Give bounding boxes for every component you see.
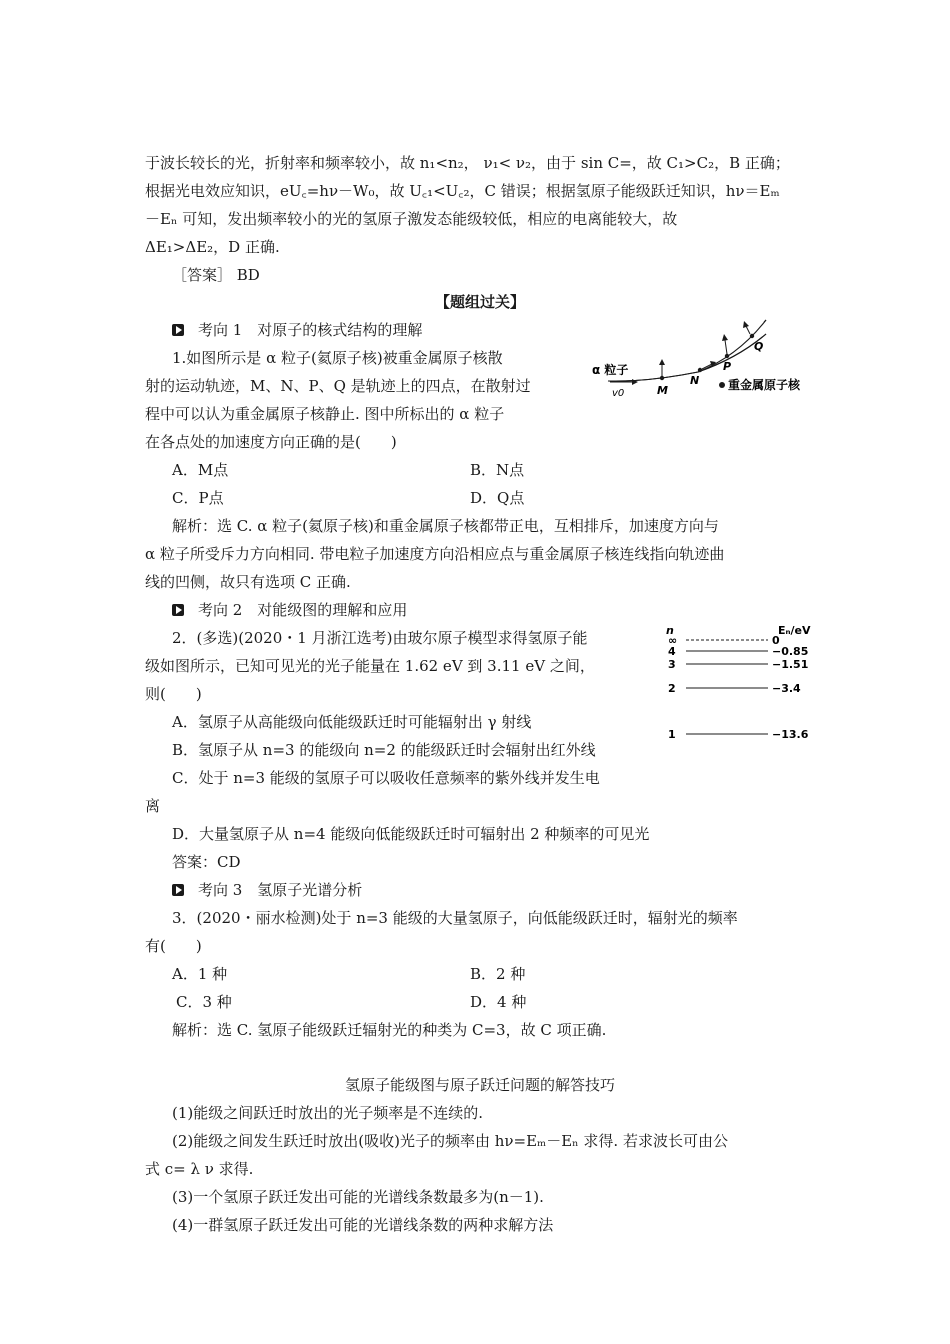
trajectory-end <box>764 320 766 322</box>
point-n-label: N <box>690 374 700 387</box>
level-n-label: 1 <box>668 728 676 741</box>
q2-option-b: B．氢原子从 n=3 的能级向 n=2 的能级跃迁时会辐射出红外线 <box>172 741 596 759</box>
q2-line-2: 级如图所示，已知可见光的光子能量在 1.62 eV 到 3.11 eV 之间， <box>145 657 595 675</box>
kaoxiang-2-heading <box>172 600 407 620</box>
point-q-label: Q <box>754 340 764 353</box>
q1-option-b: B．N点 <box>470 461 525 479</box>
q3-option-c: C．3 种 <box>176 993 232 1011</box>
q-arrowhead <box>743 321 749 328</box>
point-q <box>750 334 754 338</box>
q3-solution: 解析：选 C. 氢原子能级跃迁辐射光的种类为 C=3，故 C 项正确. <box>172 1021 607 1039</box>
play-triangle-icon <box>172 884 184 896</box>
point-p <box>725 354 729 358</box>
level-energy-label: −1.51 <box>772 658 809 671</box>
section-title: 【题组过关】 <box>434 293 525 311</box>
q1-solution-line-2: α 粒子所受斥力方向相同. 带电粒子加速度方向沿相应点与重金属原子核连线指向轨迹曲 <box>145 545 725 563</box>
level-energy-label: −0.85 <box>772 645 809 658</box>
q3-option-b: B．2 种 <box>470 965 526 983</box>
kaoxiang-1-heading <box>172 320 422 340</box>
point-p-label: P <box>723 360 732 373</box>
level-n-label: 3 <box>668 658 676 671</box>
q2-option-d: D．大量氢原子从 n=4 能级向低能级跃迁时可辐射出 2 种频率的可见光 <box>172 825 650 843</box>
q1-line-4: 在各点处的加速度方向正确的是( ) <box>145 433 397 451</box>
q1-line-3: 程中可以认为重金属原子核静止. 图中所标出的 α 粒子 <box>145 405 505 423</box>
level-n-label: ∞ <box>668 634 678 647</box>
kaoxiang-3-heading <box>172 880 362 900</box>
n-axis-header: n <box>666 624 674 637</box>
energy-level-diagram <box>660 622 825 748</box>
q2-line-3: 则( ) <box>145 685 202 703</box>
q2-line-1: 2．(多选)(2020・1 月浙江选考)由玻尔原子模型求得氢原子能 <box>172 629 588 647</box>
alpha-scattering-figure <box>588 312 828 408</box>
p-arrowhead <box>722 334 728 341</box>
q1-solution-line-1: 解析：选 C. α 粒子(氦原子核)和重金属原子核都带正电，互相排斥，加速度方向与 <box>172 517 719 535</box>
q3-option-d: D．4 种 <box>470 993 527 1011</box>
kaoxiang-3-title: 考向 3 氢原子光谱分析 <box>198 881 363 899</box>
q3-line-2: 有( ) <box>145 937 202 955</box>
tip-2-line-1: (2)能级之间发生跃迁时放出(吸收)光子的频率由 hν=Eₘ－Eₙ 求得. 若求波长可由公 <box>172 1132 728 1150</box>
q3-line-1: 3．(2020・丽水检测)处于 n=3 能级的大量氢原子，向低能级跃迁时，辐射光的频率 <box>172 909 738 927</box>
trajectory-curve-outer <box>608 334 766 381</box>
tip-3: (3)一个氢原子跃迁发出可能的光谱线条数最多为(n－1). <box>172 1188 544 1206</box>
m-arrowhead <box>659 359 665 365</box>
q1-option-a: A．M点 <box>172 461 229 479</box>
alpha-particle-label: α 粒子 <box>592 363 629 377</box>
q1-line-2: 射的运动轨迹，M、N、P、Q 是轨迹上的四点，在散射过 <box>145 377 531 395</box>
v0-label: v0 <box>612 388 625 399</box>
point-n <box>698 368 702 372</box>
q1-option-d: D．Q点 <box>470 489 525 507</box>
level-energy-label: 0 <box>772 634 780 647</box>
play-triangle-icon <box>172 604 184 616</box>
level-energy-label: −13.6 <box>772 728 809 741</box>
energy-axis-header: Eₙ/eV <box>778 624 811 637</box>
nucleus-label: 重金属原子核 <box>728 378 801 392</box>
q2-answer: 答案：CD <box>172 853 241 871</box>
kaoxiang-1-title: 考向 1 对原子的核式结构的理解 <box>198 321 423 339</box>
intro-line-1: 于波长较长的光，折射率和频率较小，故 n₁<n₂， ν₁< ν₂，由于 sin C=，故 C₁>C₂，B 正确； <box>145 154 790 172</box>
tip-4: (4)一群氢原子跃迁发出可能的光谱线条数的两种求解方法 <box>172 1216 554 1234</box>
level-n-label: 4 <box>668 645 676 658</box>
intro-line-4: ΔE₁>ΔE₂，D 正确. <box>145 238 280 256</box>
tips-title: 氢原子能级图与原子跃迁问题的解答技巧 <box>344 1076 615 1094</box>
q1-option-c: C．P点 <box>172 489 224 507</box>
kaoxiang-2-title: 考向 2 对能级图的理解和应用 <box>198 601 408 619</box>
tip-2-line-2: 式 c= λ ν 求得. <box>145 1160 254 1178</box>
point-m <box>660 376 664 380</box>
q2-option-c-line-2: 离 <box>145 797 161 815</box>
tip-1: (1)能级之间跃迁时放出的光子频率是不连续的. <box>172 1104 484 1122</box>
q2-option-c-line-1: C．处于 n=3 能级的氢原子可以吸收任意频率的紫外线并发生电 <box>172 769 600 787</box>
nucleus-dot <box>719 382 725 388</box>
q2-option-a: A．氢原子从高能级向低能级跃迁时可能辐射出 γ 射线 <box>172 713 532 731</box>
intro-line-2: 根据光电效应知识，eU꜀=hν－W₀，故 U꜀₁<U꜀₂，C 错误；根据氢原子能级跃迁知识，hν＝Eₘ <box>145 182 780 200</box>
intro-answer: ［答案］ BD <box>172 266 260 284</box>
point-m-label: M <box>657 384 668 397</box>
q-acceleration-arrow <box>746 326 750 334</box>
q1-line-1: 1.如图所示是 α 粒子(氦原子核)被重金属原子核散 <box>172 349 503 367</box>
level-energy-label: −3.4 <box>772 682 801 695</box>
level-n-label: 2 <box>668 682 676 695</box>
play-triangle-icon <box>172 324 184 336</box>
q3-option-a: A．1 种 <box>172 965 228 983</box>
q1-solution-line-3: 线的凹侧，故只有选项 C 正确. <box>145 573 351 591</box>
energy-levels <box>668 634 809 741</box>
p-acceleration-arrow <box>725 340 727 354</box>
intro-line-3: －Eₙ 可知，发出频率较小的光的氢原子激发态能级较低，相应的电离能较大，故 <box>145 210 678 228</box>
